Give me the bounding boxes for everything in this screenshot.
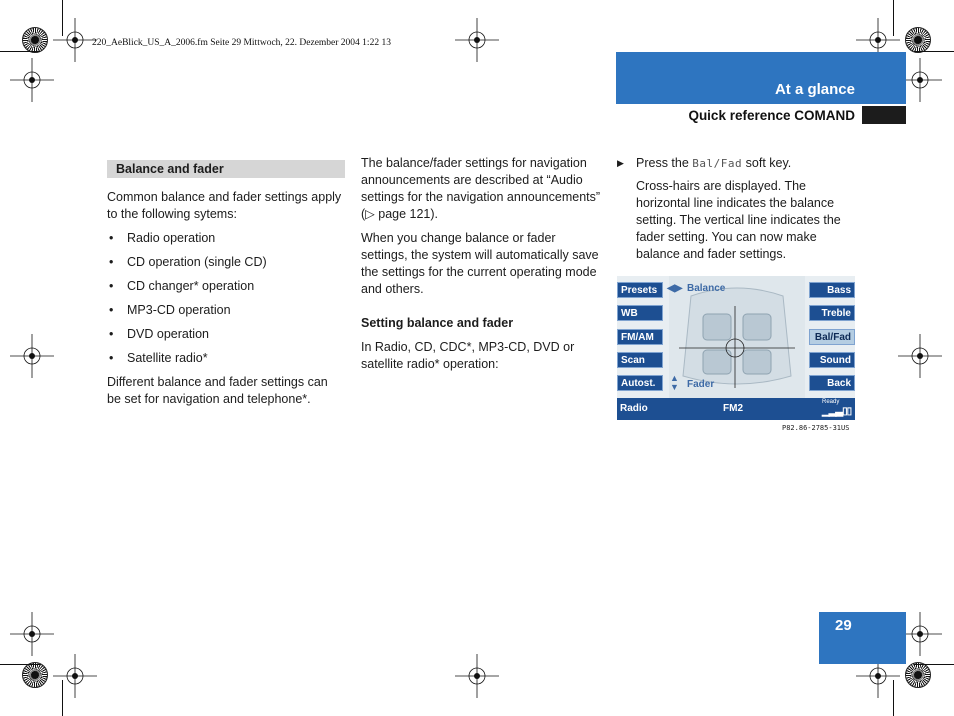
registration-mark-icon [455,18,499,62]
chapter-subtitle: Quick reference COMAND [688,108,855,123]
status-source: Radio [620,403,648,414]
softkey-presets[interactable]: Presets [617,282,663,298]
softkey-name: Bal/Fad [692,157,743,170]
step-arrow-icon: ▶ [617,158,624,168]
list-item: • MP3-CD operation [107,302,345,319]
trim-line [914,51,954,52]
instruction-step [617,155,855,172]
registration-mark-icon [10,612,54,656]
list-item: • DVD operation [107,326,345,343]
fader-label: Fader [687,379,715,390]
description-text: Cross-hairs are displayed. The horizontal line indicates the balance setting. The vertical line indicates the fader setting. You can now make balance and fader settings. [636,179,841,261]
print-rosette-icon [22,27,48,53]
column-1 [107,160,345,415]
softkey-wb[interactable]: WB [617,305,663,321]
softkey-treble[interactable]: Treble [809,305,855,321]
chapter-tab [616,52,906,104]
softkey-scan[interactable]: Scan [617,352,663,368]
column-3 [617,155,855,270]
trim-line [62,680,63,716]
file-header: 220_AeBlick_US_A_2006.fm Seite 29 Mittwoch, 22. Dezember 2004 1:22 13 [92,38,391,48]
registration-mark-icon [53,654,97,698]
status-band: FM2 [723,403,743,414]
figure-code: P82.86-2785-31US [782,424,850,432]
paragraph: The balance/fader settings for navigation announcements are described at “Audio settings for the navigation announcements” (▷ page 121). [361,156,601,221]
signal-strength-icon: ▁▂▃▯▯ [822,406,852,417]
softkey-fm-am[interactable]: FM/AM [617,329,663,345]
registration-mark-icon [455,654,499,698]
sub-heading: Setting balance and fader [361,316,514,330]
intro-text: Common balance and fader settings apply to the following sytems: [107,190,342,221]
fader-down-arrow-icon: ▼ [670,382,679,392]
chapter-title: At a glance [774,81,855,98]
registration-mark-icon [10,58,54,102]
list-item: • Radio operation [107,230,345,247]
print-rosette-icon [22,662,48,688]
status-bar [617,398,855,420]
comand-screen [617,276,855,420]
registration-mark-icon [898,334,942,378]
softkey-sound[interactable]: Sound [809,352,855,368]
registration-mark-icon [53,18,97,62]
paragraph: In Radio, CD, CDC*, MP3-CD, DVD or satellite radio* operation: [361,340,575,371]
balance-arrows-icon: ◀▶ [667,283,683,294]
registration-mark-icon [10,334,54,378]
list-item: • CD operation (single CD) [107,254,345,271]
list-item: • CD changer* operation [107,278,345,295]
column-2 [361,155,601,380]
softkey-bal-fad[interactable]: Bal/Fad [809,329,855,345]
paragraph: When you change balance or fader settings, the system will automatically save the settings for the current operating mode and others. [361,231,599,296]
step-suffix: soft key. [745,156,792,170]
page-number: 29 [835,617,852,634]
print-rosette-icon [905,27,931,53]
page-number-tab [819,612,906,664]
softkey-back[interactable]: Back [809,375,855,391]
status-ready: Ready [822,399,840,405]
systems-list [107,230,345,367]
trim-line [0,51,40,52]
trim-line [893,0,894,36]
section-heading: Balance and fader [107,160,345,178]
step-prefix: Press the [636,156,689,170]
footer-text: Different balance and fader settings can be set for navigation and telephone*. [107,375,328,406]
trim-line [0,664,40,665]
trim-line [893,680,894,716]
balance-label: Balance [687,283,726,294]
fader-up-arrow-icon: ▲ [670,373,679,383]
trim-line [914,664,954,665]
chapter-marker [862,106,906,124]
softkey-autost[interactable]: Autost. [617,375,663,391]
trim-line [62,0,63,36]
list-item: • Satellite radio* [107,350,345,367]
softkey-bass[interactable]: Bass [809,282,855,298]
print-rosette-icon [905,662,931,688]
